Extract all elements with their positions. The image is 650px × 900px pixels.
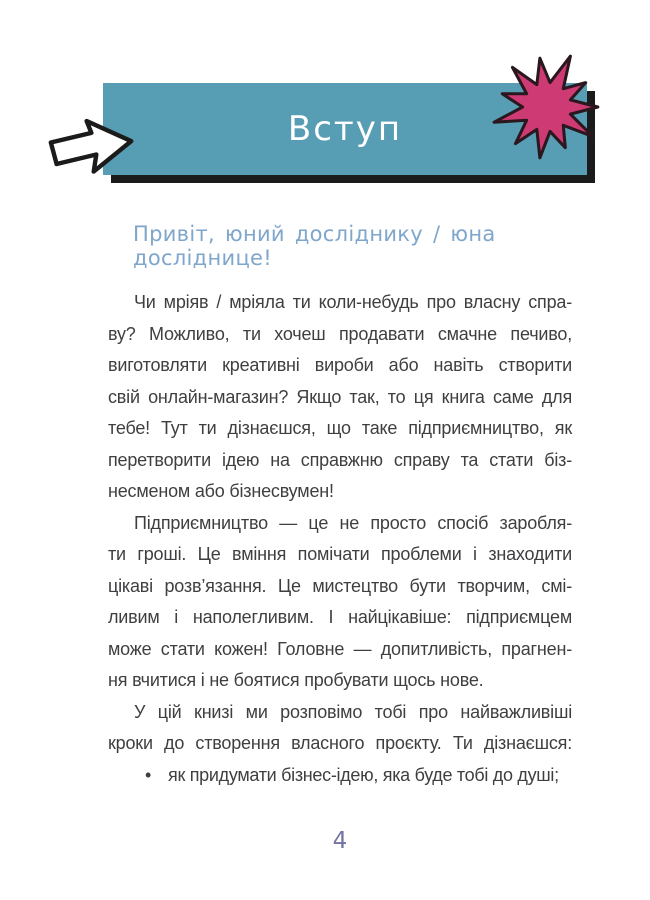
text-column: [108, 222, 572, 791]
text-line: перетворити ідею на справжню справу та стати біз-: [108, 449, 572, 470]
text-line: Підприємництво — це не просто спосіб заробля-: [134, 512, 572, 533]
chapter-title: Вступ: [287, 109, 403, 149]
section-heading: Привіт, юний досліднику / юна досліднице!: [133, 222, 496, 270]
bullet-text: як придумати бізнес-ідею, яка буде тобі до душі;: [168, 764, 559, 785]
bullet-item: [108, 760, 572, 792]
body-text: [108, 287, 572, 791]
text-line: може стати кожен! Головне — допитливість, прагнен-: [108, 638, 572, 659]
text-line: виготовляти креативні вироби або навіть створити: [108, 355, 572, 375]
text-line: Чи мріяв / мріяла ти коли-небудь про власну спра-: [134, 292, 572, 312]
text-line: У цій книзі ми розповімо тобі про найважливіші: [134, 701, 572, 722]
starburst-icon: [486, 46, 608, 168]
text-line: ти гроші. Це вміння помічати проблеми і знаходити: [108, 544, 572, 564]
text-line: тебе! Тут ти дізнаєшся, що таке підприємництво, як: [108, 418, 572, 438]
text-line: несменом або бізнесвумен!: [108, 481, 334, 501]
arrow-right-icon: [45, 110, 139, 185]
bullet-marker: •: [145, 764, 152, 785]
text-line: свій онлайн-магазин? Якщо так, то ця книга саме для: [108, 386, 572, 407]
text-line: ня вчитися і не боятися пробувати щось нове.: [108, 670, 484, 690]
page-number: 4: [332, 828, 348, 854]
text-line: цікаві розв’язання. Це мистецтво бути творчим, смі-: [108, 575, 572, 596]
text-line: ву? Можливо, ти хочеш продавати смачне печиво,: [108, 323, 572, 344]
text-line: ливим і наполегливим. І найцікавіше: підприємцем: [108, 607, 572, 627]
text-line: кроки до створення власного проєкту. Ти дізнаєшся:: [108, 733, 572, 753]
